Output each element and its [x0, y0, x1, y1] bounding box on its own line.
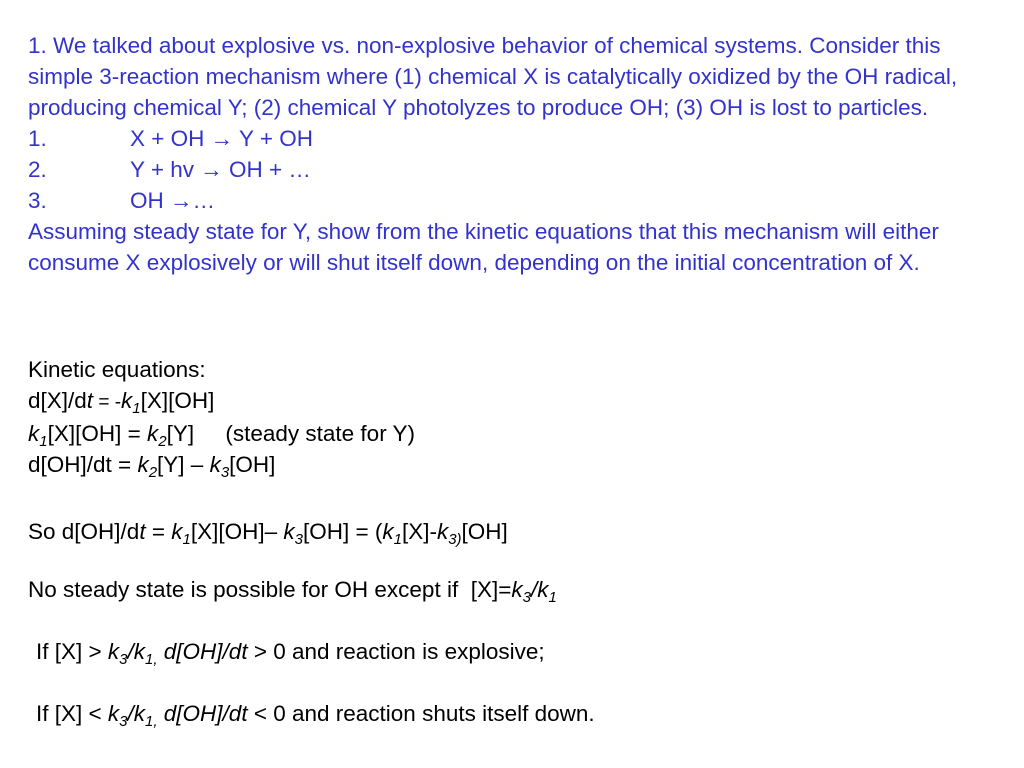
- reaction-3: [28, 185, 988, 216]
- problem-intro: 1. We talked about explosive vs. non-explosive behavior of chemical systems. Consider this simple 3-reaction mechanism where (1) chemical X is catalytically oxidized by the OH radical, producing chemical Y; (2) chemical Y photolyzes to produce OH; (3) OH is lost to particles.: [28, 33, 958, 120]
- reaction-2-equation: Y + hv → OH + …: [130, 157, 311, 182]
- no-steady-state-condition: No steady state is possible for OH except if $[X]=k_3/k_1$: [28, 577, 557, 606]
- reaction-2-number: 2.: [28, 157, 47, 182]
- reaction-1: [28, 123, 988, 154]
- kinetic-heading: Kinetic equations:: [28, 357, 206, 382]
- kinetic-equations: [28, 354, 415, 480]
- problem-task: Assuming steady state for Y, show from the kinetic equations that this mechanism will either consume X explosively or will shut itself down, depending on the initial concentration of X.: [28, 219, 939, 275]
- reaction-3-equation: OH →…: [130, 188, 216, 213]
- reaction-1-number: 1.: [28, 126, 47, 151]
- equation-dx-dt: $d[X]/dt = -k_1[X][OH]$: [28, 388, 215, 417]
- shutdown-condition: If $[X] < k_3/k_{1,}$ d[OH]/dt < 0 and reaction shuts itself down.: [36, 701, 595, 730]
- equation-doh-dt: $d[OH]/dt = k_2[Y] - k_3[OH]$: [28, 452, 276, 481]
- problem-statement: [28, 30, 988, 278]
- reaction-2: [28, 154, 988, 185]
- reaction-1-equation: X + OH → Y + OH: [130, 126, 313, 151]
- equation-steady-state-y: $k_1[X][OH] = k_2[Y]$ (steady state for Y): [28, 421, 416, 450]
- explosive-condition: If $[X] > k_3/k_{1,}$ d[OH]/dt > 0 and reaction is explosive;: [36, 639, 545, 668]
- combined-equation: So $d[OH]/dt = k_1[X][OH]-$ $k_3[OH] = (k_1[X]-k_{3)}[OH]$: [28, 519, 508, 548]
- reaction-3-number: 3.: [28, 188, 47, 213]
